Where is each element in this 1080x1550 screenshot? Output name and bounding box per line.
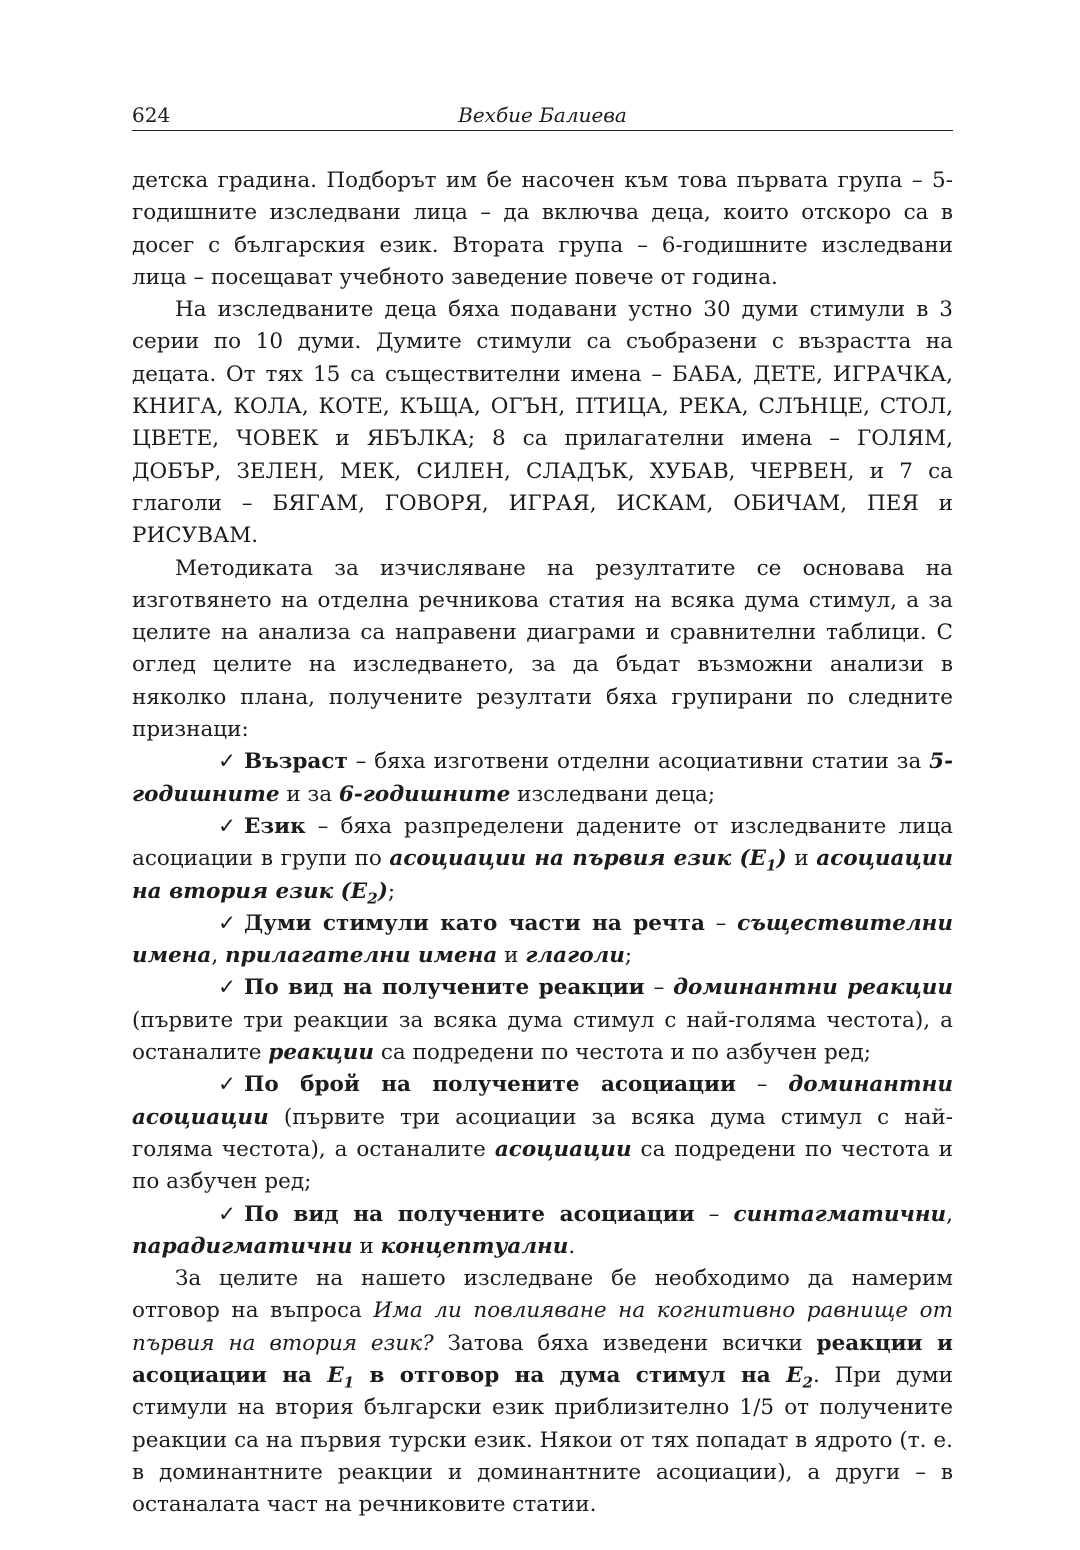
emphasis: синтагматични <box>733 1201 947 1227</box>
emphasis: парадигматични <box>132 1233 353 1259</box>
criterion-text: , <box>946 1201 953 1227</box>
criterion-text: и <box>497 943 526 969</box>
running-head-author: Вехбие Балиева <box>458 103 627 127</box>
emphasis: в отговор на дума стимул на <box>354 1362 787 1388</box>
subscript: 1 <box>343 1373 355 1392</box>
emphasis: концептуални <box>380 1233 569 1259</box>
checkmark-icon: ✓ <box>218 910 237 936</box>
criterion-text: – бяха изготвени отделни асоциативни статии за <box>347 749 930 775</box>
criterion-text: – <box>735 1072 789 1098</box>
checkmark-icon: ✓ <box>218 813 237 839</box>
criterion-text: ; <box>387 878 396 904</box>
page-number: 624 <box>132 103 171 127</box>
emphasis: доминантни реакции <box>673 975 954 1001</box>
criterion-text: – бяха разпределени дадените от изследваните лица асоциации в групи по <box>132 813 953 872</box>
checkmark-icon: ✓ <box>218 975 237 1001</box>
emphasis: асоциации на втория език (E <box>132 846 953 904</box>
subscript: 2 <box>802 1373 813 1392</box>
criterion-parts-of-speech <box>132 908 953 973</box>
emphasis: доминантни асоциации <box>132 1072 953 1130</box>
criterion-text: изследвани деца; <box>510 781 716 807</box>
criterion-text: , <box>211 943 226 969</box>
criterion-text: – <box>644 975 674 1001</box>
criterion-label: По брой на получените асоциации <box>244 1072 736 1098</box>
paragraph-text: Затова бяха изведени всички <box>433 1330 817 1356</box>
criterion-text: и за <box>279 781 339 807</box>
emphasis: асоциации <box>494 1136 632 1162</box>
criterion-text: . <box>568 1233 576 1259</box>
criterion-text: (първите три асоциации за всяка дума стимул с най-голяма честота), а останалите <box>132 1104 953 1162</box>
criterion-age <box>132 746 953 811</box>
criterion-label: По вид на получените реакции <box>244 975 645 1001</box>
criterion-text: са подредени по честота и по азбучен ред; <box>132 1136 953 1195</box>
emphasis: прилагателни имена <box>225 943 498 969</box>
subscript: 1 <box>766 856 777 875</box>
research-question: Има ли повлияване на когнитивно равнище от първия на втория език? <box>132 1298 953 1356</box>
criterion-label: По вид на получените асоциации <box>244 1201 695 1227</box>
emphasis: реакции <box>268 1040 375 1066</box>
criterion-text: (първите три реакции за всяка дума стимул с най-голяма честота), а останалите <box>132 1007 953 1066</box>
emphasis: E <box>327 1362 344 1388</box>
criterion-text: – <box>704 910 738 936</box>
emphasis: асоциации на първия език (E <box>389 846 767 872</box>
paragraph-2: На изследваните деца бяха подавани устно 30 думи стимули в 3 серии по 10 думи. Думите стимули са съобразени с възрастта на децата. От тях 15 са съществителни имена – БАБА, ДЕТЕ, ИГРАЧКА, КНИГА, КОЛА, КОТЕ, КЪЩА, ОГЪН, ПТИЦА, РЕКА, СЛЪНЦЕ, СТОЛ, ЦВЕТЕ, ЧОВЕК и ЯБЪЛКА; 8 са прилагателни имена – ГОЛЯМ, ДОБЪР, ЗЕЛЕН, МЕК, СИЛЕН, СЛАДЪК, ХУБАВ, ЧЕРВЕН, и 7 са глаголи – БЯГАМ, ГОВОРЯ, ИГРАЯ, ИСКАМ, ОБИЧАМ, ПЕЯ и РИСУВАМ. <box>132 297 953 549</box>
checkmark-icon: ✓ <box>218 1201 237 1227</box>
subscript: 2 <box>367 888 378 907</box>
main-text <box>132 165 953 1521</box>
criterion-language <box>132 811 953 908</box>
criterion-label: Думи стимули като части на речта <box>244 910 705 936</box>
paragraph-1: детска градина. Подборът им бе насочен към това първата група – 5-годишните изследвани лица – да включва деца, които отскоро са в досег с българския език. Втората група – 6-годишните изследвани лица – посещават учебното заведение повече от година. <box>132 168 953 290</box>
paragraph-text: . При думи стимули на втория български език приблизително 1/5 от получените реакции са на първия турски език. Някои от тях попадат в ядрото (т. е. в доминантните реакции и доминантните асоциации), а други – в останалата част на речниковите статии. <box>132 1362 953 1518</box>
running-header <box>132 103 953 131</box>
checkmark-icon: ✓ <box>218 749 237 775</box>
emphasis: реакции и асоциации на <box>132 1330 953 1388</box>
emphasis: 6-годишните <box>338 781 511 807</box>
criterion-association-type <box>132 1199 953 1264</box>
criterion-label: Език <box>244 813 306 839</box>
criterion-reaction-type <box>132 972 953 1069</box>
paragraph-3: Методиката за изчисляване на резултатите се основава на изготвянето на отделна речникова статия на всяка дума стимул, а за целите на анализа са направени диаграми и сравнителни таблици. С оглед целите на изследването, за да бъдат възможни анализи в няколко плана, получените резултати бяха групирани по следните признаци: <box>132 555 953 743</box>
emphasis: E <box>786 1362 803 1388</box>
emphasis: съществителни имена <box>132 910 953 969</box>
paragraph-4 <box>132 1263 953 1521</box>
criterion-association-count <box>132 1069 953 1198</box>
criterion-label: Възраст <box>244 749 348 775</box>
criterion-text: и <box>786 846 817 872</box>
checkmark-icon: ✓ <box>218 1072 237 1098</box>
emphasis: 5-годишните <box>132 749 953 807</box>
criterion-text: са подредени по честота и по азбучен ред; <box>374 1040 871 1066</box>
emphasis: ) <box>377 878 388 904</box>
criterion-text: – <box>694 1201 734 1227</box>
emphasis: глаголи <box>525 943 625 969</box>
paragraph-text: За целите на нашето изследване бе необходимо да намерим отговор на въпроса <box>132 1266 953 1324</box>
criterion-text: ; <box>624 943 633 969</box>
criterion-text: и <box>352 1233 381 1259</box>
emphasis: ) <box>776 846 787 872</box>
